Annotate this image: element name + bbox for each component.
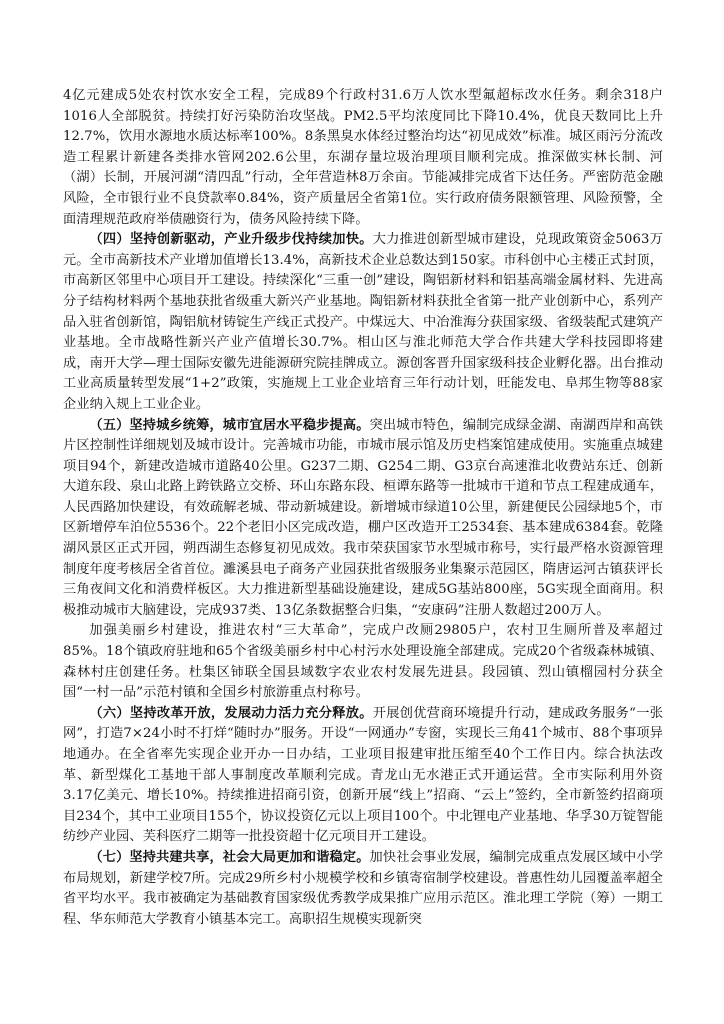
paragraph-text: 大力推进创新型城市建设，兑现政策资金5063万元。全市高新技术产业增加值增长13.4%，高新技术企业总数达到150家。市科创中心主楼正式封顶，市高新区邻里中心项目开工建设。持续深化“三重一创”建设，陶铝新材料和铝基高端金属材料、先进高分子结构材料两个基地获批省级重大新兴产业基地。陶铝新材料获批全省第一批产业创新中心，系列产品入驻省创新馆，陶铝航材铸锭生产线正式投产。中煤远大、中冶淮海分获国家级、省级装配式建筑产业基地。全市战略性新兴产业产值增长30.7%。相山区与淮北师范大学合作共建大学科技园即将建成，南开大学—理士国际安徽先进能源研究院挂牌成立。源创客晋升国家级科技企业孵化器。出台推动工业高质量转型发展“1+2”政策，实施规上工业企业培育三年行动计划，旺能发电、阜邦生物等88家企业纳入规上工业企业。 — [63, 232, 663, 412]
paragraph-beautiful-village — [63, 621, 663, 703]
paragraph-text: 加快社会事业发展，编制完成重点发展区域中小学布局规划，新建学校7所。完成29所乡村小规模学校和乡镇寄宿制学校建设。普惠性幼儿园覆盖率超全省平均水平。我市被确定为基础教育国家级优秀教学成果推广应用示范区。淮北理工学院（筹）一期工程、华东师范大学教育小镇基本完工。高职招生规模实现新突 — [63, 849, 663, 927]
section-heading: （六）坚持改革开放，发展动力活力充分释放。 — [89, 705, 373, 721]
document-page — [63, 86, 663, 930]
paragraph-text: 加强美丽乡村建设，推进农村“三大革命”，完成户改厕29805户，农村卫生厕所普及率超过85%。18个镇政府驻地和65个省级美丽乡村中心村污水处理设施全部建成。完成20个省级森林城镇、森林村庄创建任务。杜集区铈联全国县域数字农业农村发展先进县。段园镇、烈山镇榴园村分获全国“一村一品”示范村镇和全国乡村旅游重点村称号。 — [63, 623, 663, 701]
section-heading: （五）坚持城乡统筹，城市宜居水平稳步提高。 — [89, 417, 370, 433]
paragraph-urban-rural — [63, 416, 663, 622]
paragraph-ecology — [63, 86, 663, 230]
section-heading: （四）坚持创新驱动，产业升级步伐持续加快。 — [89, 232, 373, 248]
paragraph-reform — [63, 704, 663, 848]
section-heading: （七）坚持共建共享，社会大局更加和谐稳定。 — [89, 849, 370, 865]
paragraph-innovation — [63, 230, 663, 415]
paragraph-text: 突出城市特色，编制完成绿金湖、南湖西岸和高铁片区控制性详细规划及城市设计。完善城市功能，市城市展示馆及历史档案馆建成使用。实施重点城建项目94个，新建改造城市道路40公里。G237二期、G254二期、G3京台高速淮北收费站东迁、创新大道东段、泉山北路上跨铁路立交桥、环山东路东段、桓谭东路等一批城市干道和节点工程建成通车，人民西路加快建设，有效疏解老城、带动新城建设。新增城市绿道10公里，新建便民公园绿地5个，市区新增停车泊位5536个。22个老旧小区完成改造，棚户区改造开工2534套、基本建成6384套。乾隆湖风景区正式开园，朔西湖生态修复初见成效。我市荣获国家节水型城市称号，实行最严格水资源管理制度年度考核居全省首位。濉溪县电子商务产业园获批省级服务业集聚示范园区，隋唐运河古镇获评长三角夜间文化和消费样板区。大力推进新型基础设施建设，建成5G基站800座，5G实现全面商用。积极推动城市大脑建设，完成937类、13亿条数据整合归集，“安康码”注册人数超过200万人。 — [63, 417, 663, 618]
paragraph-text: 开展创优营商环境提升行动，建成政务服务“一张网”，打造7×24小时不打烊“随时办”服务。开设“一网通办”专窗，实现长三角41个城市、88个事项异地通办。在全省率先实现企业开办一日办结，工业项目报建审批压缩至40个工作日内。综合执法改革、新型煤化工基地干部人事制度改革顺利完成。青龙山无水港正式开通运营。全市实际利用外资3.17亿美元、增长10%。持续推进招商引资，创新开展“线上”招商、“云上”签约，全市新签约招商项目234个，其中工业项目155个，协议投资亿元以上项目100个。中北锂电产业基地、华孚30万锭智能纺纱产业园、芙科医疗二期等一批投资超十亿元项目开工建设。 — [63, 705, 663, 845]
paragraph-social — [63, 848, 663, 930]
paragraph-text: 4亿元建成5处农村饮水安全工程，完成89个行政村31.6万人饮水型氟超标改水任务。剩余318户1016人全部脱贫。持续打好污染防治攻坚战。PM2.5平均浓度同比下降10.4%，优良天数同比上升12.7%，饮用水源地水质达标率100%。8条黑臭水体经过整治均达“初见成效”标准。城区雨污分流改造工程累计新建各类排水管网202.6公里，东湖存量垃圾治理项目顺利完成。推深做实林长制、河（湖）长制，开展河湖“清四乱”行动，全年营造林8万余亩。节能减排完成省下达任务。严密防范金融风险，全市银行业不良贷款率0.84%，资产质量居全省第1位。实行政府债务限额管理、风险预警，全面清理规范政府举债融资行为，债务风险持续下降。 — [63, 88, 663, 227]
